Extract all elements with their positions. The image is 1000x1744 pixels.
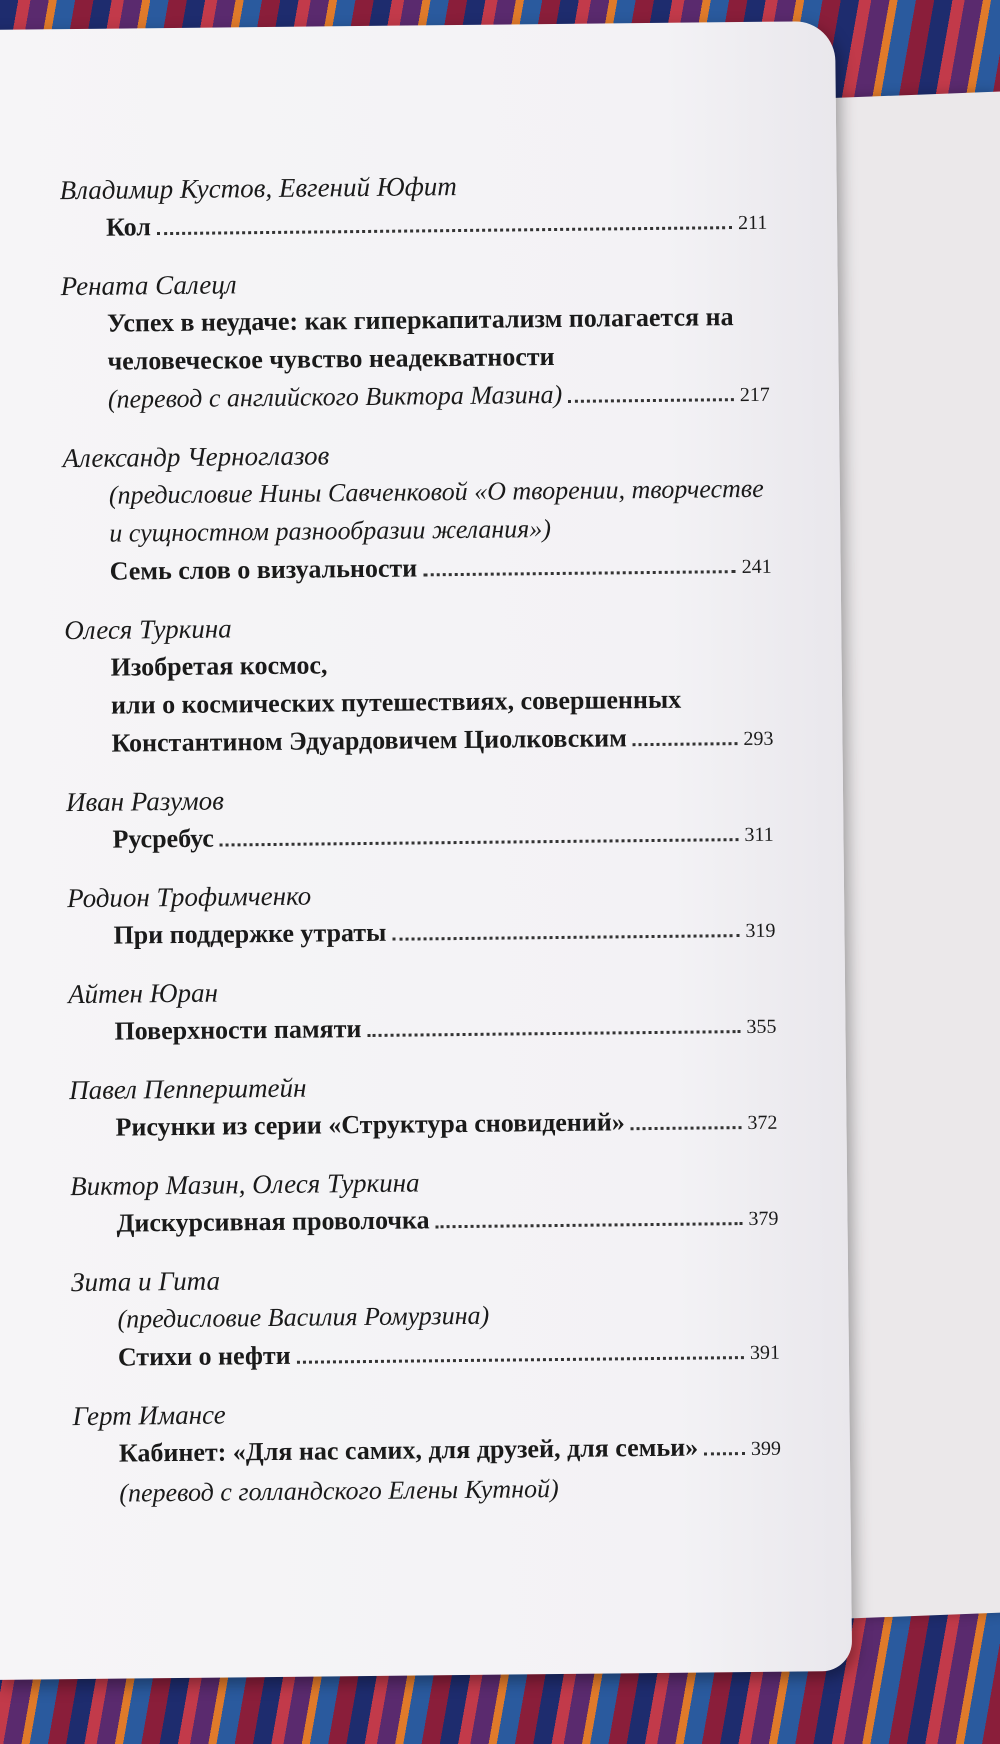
toc-title-line xyxy=(67,910,787,958)
toc-author: Александр Черноглазов xyxy=(62,440,330,474)
toc-note-line xyxy=(63,470,783,516)
page-number: 379 xyxy=(748,1207,779,1231)
toc-note-line xyxy=(62,374,782,422)
toc-title-line xyxy=(72,1332,792,1380)
toc-title: человеческое чувство неадекватности xyxy=(107,342,555,376)
dot-leader xyxy=(423,570,735,576)
toc-note: (предисловие Нины Савченковой «О творении, творчестве xyxy=(108,473,764,510)
book-page xyxy=(0,21,852,1680)
page-number: 217 xyxy=(739,383,770,407)
toc-author: Рената Салецл xyxy=(60,269,237,302)
toc-author: Родион Трофимченко xyxy=(66,880,312,914)
dot-leader xyxy=(157,226,732,235)
toc-title: Рисунки из серии «Структура сновидений» xyxy=(115,1107,625,1142)
toc-note: (предисловие Василия Ромурзина) xyxy=(117,1300,490,1334)
toc-title: Кабинет: «Для нас самих, для друзей, для семьи» xyxy=(118,1432,699,1468)
dot-leader xyxy=(633,742,738,746)
toc-author: Герт Имансе xyxy=(72,1399,226,1432)
toc-note: (перевод с голландского Елены Кутной) xyxy=(119,1474,559,1508)
toc-author: Айтен Юран xyxy=(67,977,219,1010)
toc-title: Константином Эдуардовичем Циолковским xyxy=(111,723,628,758)
table-of-contents xyxy=(59,164,793,1531)
page-number: 372 xyxy=(747,1111,778,1135)
dot-leader xyxy=(367,1030,740,1037)
toc-title-line xyxy=(63,546,783,594)
toc-title: Дискурсивная проволочка xyxy=(116,1205,430,1238)
page-number: 399 xyxy=(750,1437,782,1461)
dot-leader xyxy=(436,1222,743,1228)
toc-note-line xyxy=(73,1468,793,1514)
dot-leader xyxy=(392,934,739,941)
toc-title: Русребус xyxy=(112,823,215,854)
toc-entry xyxy=(72,1390,793,1514)
toc-title: или о космических путешествиях, совершенных xyxy=(110,684,682,720)
toc-title-line xyxy=(65,718,785,766)
page-number: 211 xyxy=(737,211,768,235)
toc-title-line xyxy=(69,1102,789,1150)
dot-leader xyxy=(631,1126,742,1130)
toc-author: Павел Пепперштейн xyxy=(68,1072,307,1106)
toc-entry xyxy=(66,776,787,862)
toc-entry xyxy=(64,604,786,766)
toc-title-line xyxy=(60,202,780,250)
page-number: 293 xyxy=(743,727,774,751)
toc-author: Зита и Гита xyxy=(70,1265,221,1298)
toc-title: Изобретая космос, xyxy=(110,650,328,682)
toc-note: (перевод с английского Виктора Мазина) xyxy=(107,379,563,414)
toc-entry xyxy=(62,432,784,594)
toc-title: Успех в неудаче: как гиперкапитализм полагается на xyxy=(106,302,734,338)
toc-author: Олеся Туркина xyxy=(64,613,232,646)
toc-title: Семь слов о визуальности xyxy=(109,553,418,586)
page-number: 391 xyxy=(749,1341,781,1365)
toc-note: и сущностном разнообразии желания») xyxy=(109,514,552,548)
toc-author: Иван Разумов xyxy=(65,785,225,818)
page-number: 241 xyxy=(741,555,772,579)
dot-leader xyxy=(220,838,739,846)
toc-title-line xyxy=(66,814,786,862)
toc-title: Стихи о нефти xyxy=(117,1340,291,1372)
toc-title: Поверхности памяти xyxy=(114,1014,362,1046)
toc-entry xyxy=(70,1160,791,1246)
page-number: 319 xyxy=(745,919,776,943)
toc-title-line xyxy=(65,680,785,726)
dot-leader xyxy=(568,398,734,403)
toc-entry xyxy=(68,968,789,1054)
dot-leader xyxy=(297,1356,744,1364)
toc-entry xyxy=(69,1064,790,1150)
toc-entry xyxy=(59,164,780,250)
toc-entry xyxy=(60,260,782,422)
toc-entry xyxy=(67,872,788,958)
dot-leader xyxy=(704,1452,745,1455)
toc-title-line xyxy=(68,1006,788,1054)
toc-title: При поддержке утраты xyxy=(113,917,387,950)
toc-author: Владимир Кустов, Евгений Юфит xyxy=(59,171,457,206)
page-number: 311 xyxy=(744,823,774,847)
toc-title-line xyxy=(61,298,781,344)
toc-author: Виктор Мазин, Олеся Туркина xyxy=(69,1167,420,1202)
page-number: 355 xyxy=(746,1015,777,1039)
toc-title: Кол xyxy=(105,212,152,242)
toc-title-line xyxy=(70,1198,790,1246)
toc-entry xyxy=(71,1256,792,1380)
